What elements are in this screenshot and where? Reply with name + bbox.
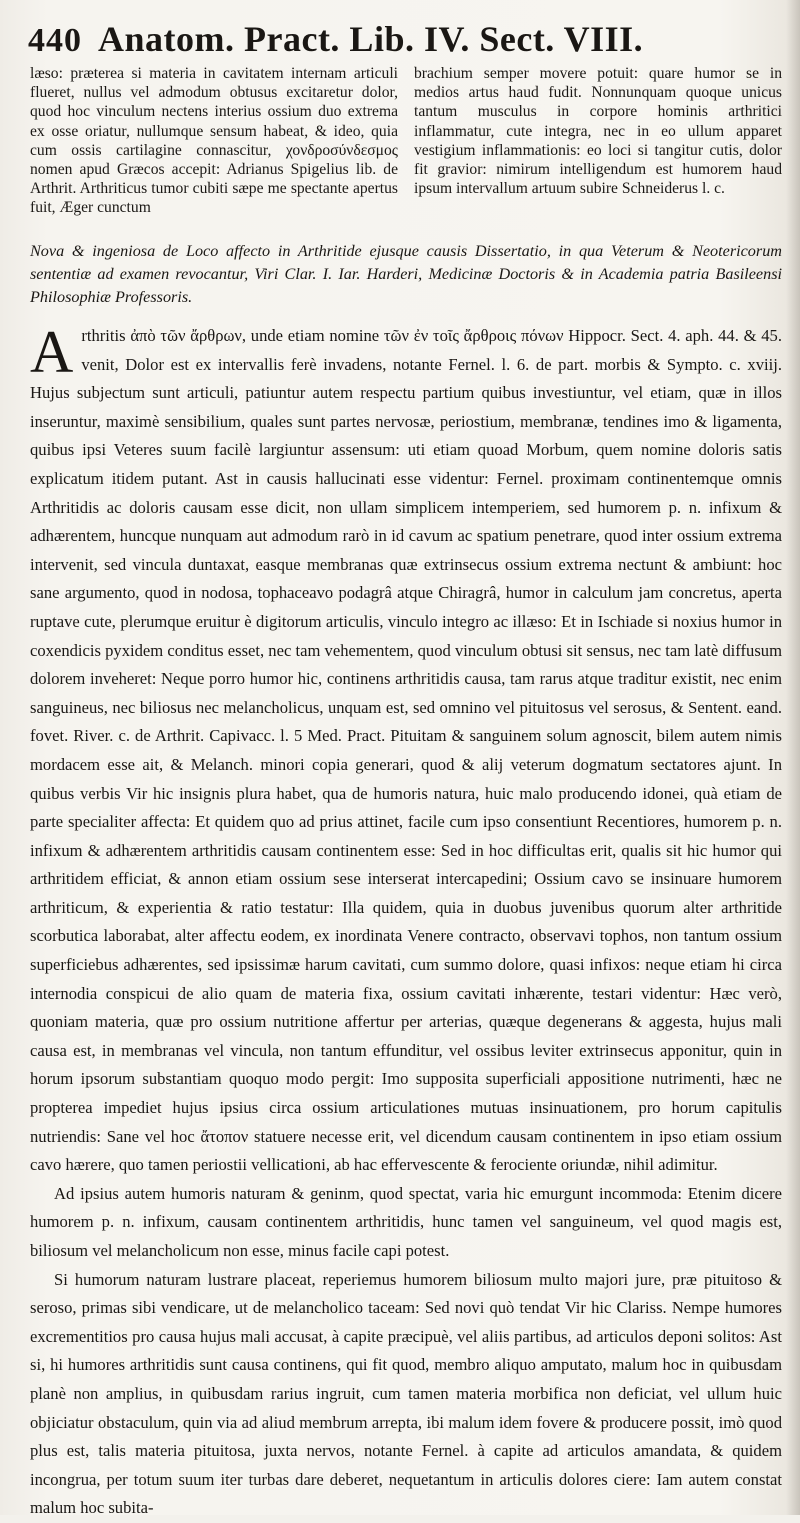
section-heading: Nova & ingeniosa de Loco affecto in Arthritide ejusque causis Dissertatio, in qua Veterum & Neotericorum sententiæ ad examen revocantur, Viri Clar. I. Iar. Harderi, Medicinæ Doctoris & in Academia patria Basileensi Philosophiæ Professoris.: [30, 242, 782, 306]
running-head: Anatom. Pract. Lib. IV. Sect. VIII.: [98, 19, 644, 59]
body-paragraph-3: Si humorum naturam lustrare placeat, reperiemus humorem biliosum multo majori jure, præ pituitoso & seroso, primas sibi vendicare, ut de melancholico taceam: Sed novi quò tendat Vir hic Clariss. Nempe humores excrementitios pro causa hujus mali accusat, à capite præcipuè, vel aliis partibus, ad articulos deponi solitos: Ast si, hi humores arthritidis sunt causa continens, qui fit quod, membro aliquo amputato, malum hoc in quibusdam planè non amplius, in quibusdam rarius ingruit, cum tamen materia morbifica non deficiat, vel ullum huic objiciatur obstaculum, quin via ad aliud membrum arrepta, ibi malum idem fovere & producere possit, imò quod plus est, talis materia pituitosa, juxta nervos, notante Fernel. à capite ad articulos amandata, & quidem incongrua, per totum suum iter turbas dare deberet, nequetantum in articulis dolores ciere: Iam autem constat malum hoc subita-: [30, 1269, 782, 1518]
page-number: 440: [28, 22, 82, 59]
top-two-column-block: [30, 64, 782, 226]
page-header: [28, 18, 788, 62]
page-gutter-shadow: [786, 0, 800, 1515]
body-paragraph-1: [30, 319, 782, 1180]
paragraph-1-text: rthritis ἀπὸ τῶν ἄρθρων, unde etiam nomine τῶν ἐν τοῖς ἄρθροις πόνων Hippocr. Sect. 4. aph. 44. & 45. venit, Dolor est ex intervallis ferè invadens, notante Fernel. l. 6. de part. morbis & Sympto. c. xviij. Hujus subjectum sunt articuli, patiuntur autem respectu partium quibus investiuntur, vel etiam, quæ in illos inseruntur, maximè sensibilium, quales sunt partes nervosæ, periostium, membranæ, tendines imo & ligamenta, quibus ipsi Veteres suum facilè largiuntur assensum: uti etiam quoad Morbum, quem nomine doloris satis explicatum itidem putant. Ast in causis hallucinati esse videntur: Fernel. proximam continentemque omnis Arthritidis ac doloris causam esse dicit, non ullam simplicem intemperiem, sed humorem p. n. infixum & adhærentem, huncque nunquam aut admodum rarò in id cavum ac spatium penetrare, quod inter ossium extrema intervenit, sed vincula duntaxat, easque membranas quæ extrinsecus ossium extrema nectunt & ambiunt: hoc sane argumento, quod in nodosa, tophaceavo podagrâ atque Chiragrâ, humor in calculum jam concretus, aperta ruptave cute, plerumque eruitur è digitorum articulis, vinculo integro ac illæso: Et in Ischiade si noxius humor in coxendicis pyxidem conditus esset, nec tam vehementem, quod vinculum obtusi sit sensus, nec tam latè diffusum dolorem inveheret: Neque porro humor hic, continens arthritidis causa, tam rarus atque traditur existit, nec enim sanguineus, nec biliosus nec melancholicus, unquam est, sed omnino vel pituitosus vel serosus, & Sentent. eand. fovet. River. c. de Arthrit. Capivacc. l. 5 Med. Pract. Pituitam & sanguinem solum agnoscit, bilem autem nimis mordacem esse ait, & Melanch. minori copia generari, quod & alij veterum dogmatum sectatores ajunt. In quibus verbis Vir hic insignis plura habet, qua de humoris natura, huic malo producendo idonei, quà etiam de parte specialiter affecta: Et quidem quo ad prius attinet, facile cum ipso consentiunt Recentiores, humorem p. n. infixum & adhærentem arthritidis causam continentem esse: Sed in hoc difficultas erit, qualis sit hic humor qui arthritidem efficiat, & annon etiam ossium sese interserat intercapedini; Ossium cavo se insinuare humorem arthriticum, & experientia & ratio testatur: Illa quidem, quia in duobus juvenibus quorum alter arthritide scorbutica laborabat, alter affectu eodem, ex inordinata Venere contracto, observavi tophos, non tantum ossium superficiebus adhærentes, sed ipsissimæ harum cavitati, cum summo dolore, quasi infixos: neque etiam hi circa internodia conspicui de alio quam de materia fixa, ossium cavitati inhærente, testari videntur: Hæc verò, quoniam materia, quæ pro ossium nutritione affertur per arterias, quæque degenerans & aggesta, hujus mali causa est, in membranas vel vincula, non tantum effunditur, vel ossibus leviter extrinsecus apponitur, quin in horum ipsorum substantiam quoquo modo pergit: Imo supposita superficiali appositione nutrimenti, hæc ne propterea impediet hujus ipsius circa ossium articulationes mutuas insinuationem, pro horum capitulis nutriendis: Sane vel hoc ἄτοπον statuere necesse erit, vel dicendum causam continentem in ipso etiam ossium cavo hærere, quo tamen periostii vellicationi, ab hac effervescente & ferociente oriundæ, nihil adimitur.: [30, 326, 782, 1175]
body-paragraph-2: Ad ipsius autem humoris naturam & geninm, quod spectat, varia hic emurgunt incommoda: Etenim dicere humorem p. n. infixum, causam continentem arthritidis, hunc tamen vel sanguineum, vel quod magis est, biliosum vel melancholicum non esse, minus facile capi potest.: [30, 1183, 782, 1260]
left-column-text: læso: præterea si materia in cavitatem internam articuli flueret, nullus vel admodum obtusus excitaretur dolor, quod hoc vinculum nectens interius ossium duo extrema ex osse oriatur, nullumque sensum habeat, & ideo, quia cum ossis cartilagine connascitur, χονδροσύνδεσμος nomen apud Græcos accepit: Adrianus Spigelius lib. de Arthrit. Arthriticus tumor cubiti sæpe me spectante apertus fuit, Æger cunctum: [30, 65, 398, 217]
left-column: [30, 64, 398, 226]
right-column: [414, 64, 782, 226]
right-column-text: brachium semper movere potuit: quare humor se in medios artus haud fudit. Nonnunquam quoque unicus tantum musculus in corpore hominis arthritici inflammatur, cute integra, nec in eo ullum apparet vestigium inflammationis: eo loci si tangitur cutis, dolor fit gravior: nimirum intelligendum est humorem haud ipsum intervallum artuum subire Schneiderus l. c.: [414, 65, 782, 198]
drop-cap: A: [30, 319, 74, 385]
body-text: [30, 319, 782, 1518]
